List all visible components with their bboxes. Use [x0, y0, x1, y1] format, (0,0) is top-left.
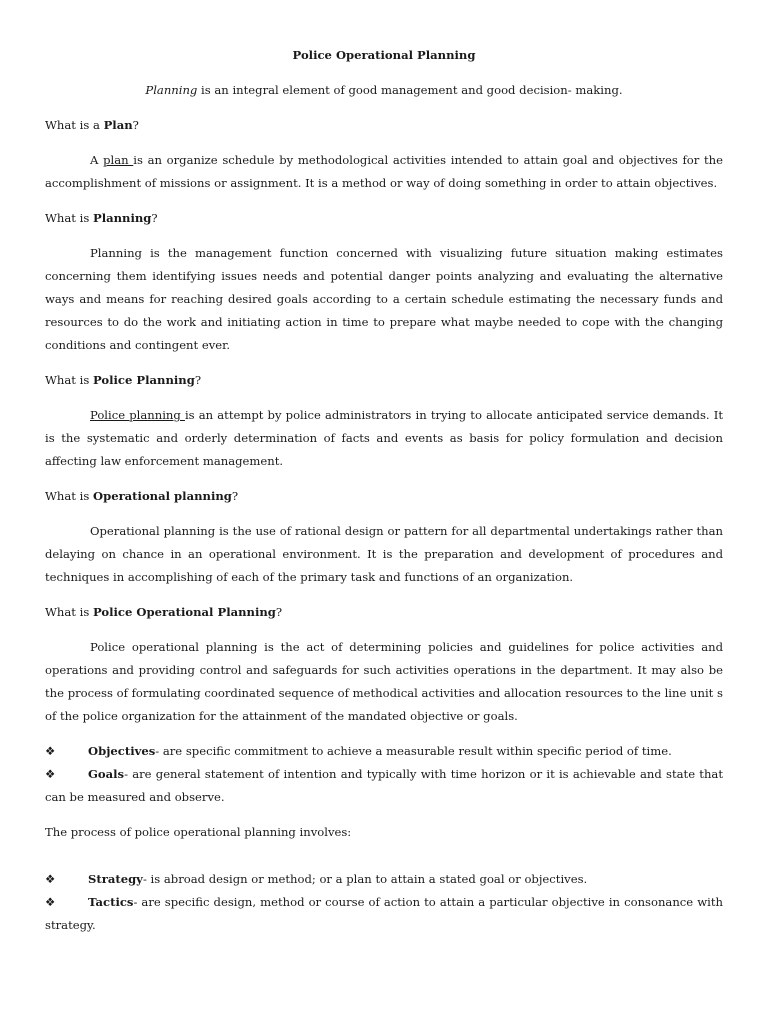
question-prefix: What is [45, 373, 93, 387]
intro-text: is an integral element of good management and good decision- making. [197, 83, 623, 97]
paragraph-planning: Planning is the management function concerned with visualizing future situation making estimates concerning them identifying issues needs and potential danger points analyzing and evaluating the alternative ways and means for reaching desired goals according to a certain schedule estimating the necessary funds and resources to do the work and initiating action in time to prepare what maybe needed to cope with the changing conditions and contingent ever. [45, 246, 723, 352]
question-police-planning [45, 369, 723, 392]
question-suffix: ? [132, 118, 139, 132]
diamond-bullet-icon: ❖ [45, 872, 56, 886]
intro-paragraph [45, 79, 723, 102]
paragraph-text: is an organize schedule by methodological activities intended to attain goal and objectives for the accomplishment of missions or assignment. It is a method or way of doing something in order to attain objectives. [45, 153, 723, 190]
definitions-list [45, 740, 723, 809]
list-item [45, 868, 723, 891]
document-title: Police Operational Planning [292, 48, 476, 62]
intro-term: Planning [145, 83, 198, 97]
paragraph-police-operational-planning: Police operational planning is the act of determining policies and guidelines for police activities and operations and providing control and safeguards for such activities operations in the department. It may also be the process of formulating coordinated sequence of methodical activities and allocation resources to the line unit s of the police organization for the attainment of the mandated objective or goals. [45, 640, 723, 723]
question-suffix: ? [151, 211, 158, 225]
paragraph-term: Police planning [90, 408, 185, 422]
paragraph-police-planning [45, 404, 723, 473]
bullet-text: - are specific design, method or course of action to attain a particular objective in consonance with strategy. [45, 895, 723, 932]
question-prefix: What is a [45, 118, 104, 132]
list-item [45, 740, 723, 763]
bullet-term: Goals [88, 767, 125, 781]
question-prefix: What is [45, 489, 93, 503]
question-planning [45, 207, 723, 230]
question-term: Planning [92, 211, 152, 225]
bullet-term: Strategy [88, 872, 143, 886]
question-suffix: ? [275, 605, 283, 619]
question-prefix: What is [45, 605, 93, 619]
diamond-bullet-icon: ❖ [45, 895, 56, 909]
question-police-operational-planning [45, 601, 723, 624]
paragraph-term: plan [103, 153, 134, 167]
question-operational-planning [45, 485, 723, 508]
question-suffix: ? [194, 373, 202, 387]
paragraph-plan [45, 149, 723, 195]
question-term: Plan [103, 118, 133, 132]
bullet-text: - are specific commitment to achieve a measurable result within specific period of time. [155, 744, 672, 758]
paragraph-text: is an attempt by police administrators in trying to allocate anticipated service demands. It is the systematic and orderly determination of facts and events as basis for policy formulation and decision affecting law enforcement management. [45, 408, 723, 468]
bullet-term: Objectives [88, 744, 156, 758]
spacer [45, 856, 723, 868]
paragraph-operational-planning: Operational planning is the use of rational design or pattern for all departmental undertakings rather than delaying on chance in an operational environment. It is the preparation and development of procedures and techniques in accomplishing of each of the primary task and functions of an organization. [45, 524, 723, 584]
bullet-text: - is abroad design or method; or a plan to attain a stated goal or objectives. [142, 872, 588, 886]
diamond-bullet-icon: ❖ [45, 767, 56, 781]
question-prefix: What is [45, 211, 93, 225]
process-list [45, 868, 723, 937]
paragraph-lead: A [90, 153, 104, 167]
bullet-text: - are general statement of intention and typically with time horizon or it is achievable and state that can be measured and observe. [45, 767, 723, 804]
question-term: Police Planning [92, 373, 195, 387]
list-item [45, 763, 723, 809]
bullet-term: Tactics [88, 895, 134, 909]
question-plan [45, 114, 723, 137]
question-suffix: ? [231, 489, 239, 503]
question-term: Police Operational Planning [92, 605, 276, 619]
question-term: Operational planning [92, 489, 232, 503]
diamond-bullet-icon: ❖ [45, 744, 56, 758]
list-item [45, 891, 723, 937]
process-intro: The process of police operational planning involves: [45, 825, 352, 839]
